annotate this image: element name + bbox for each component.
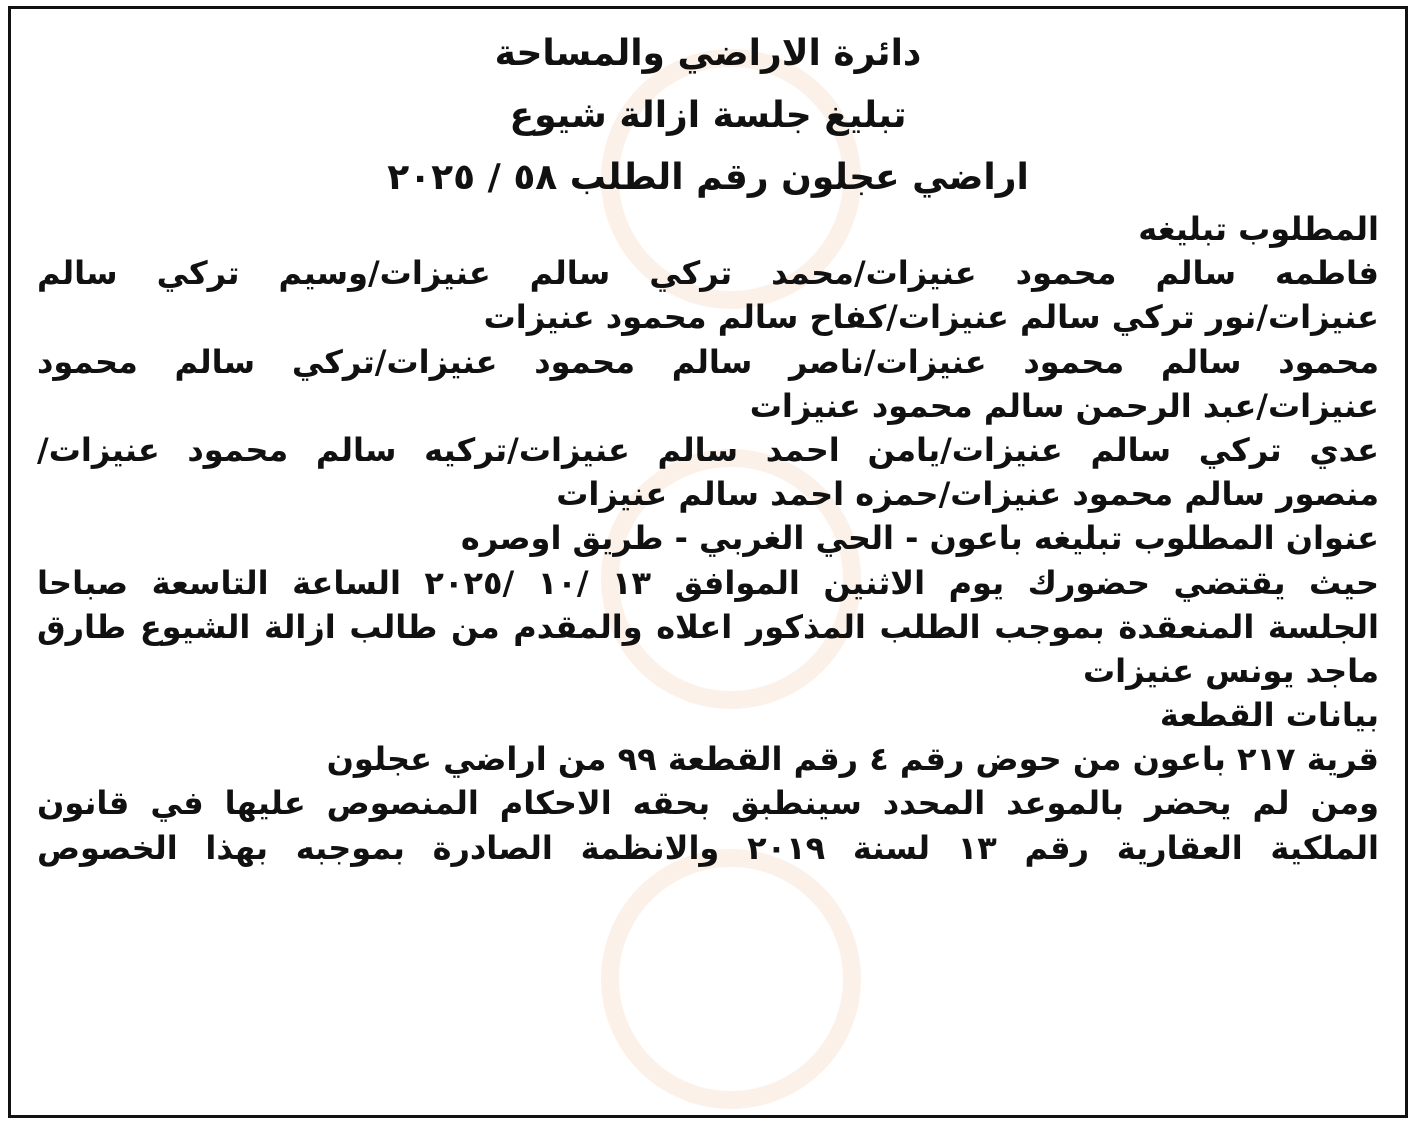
notice-line: المطلوب تبليغه xyxy=(1138,210,1379,248)
notice-line: ومن لم يحضر بالموعد المحدد سينطبق بحقه الاحكام المنصوص عليها في قانون xyxy=(37,784,1379,823)
notice-line: محمود سالم محمود عنيزات/ناصر سالم محمود عنيزات/تركي سالم محمود xyxy=(37,342,1379,381)
notice-line: الملكية العقارية رقم ١٣ لسنة ٢٠١٩ والانظمة الصادرة بموجبه بهذا الخصوص xyxy=(37,828,1379,867)
notice-line: قرية ٢١٧ باعون من حوض رقم ٤ رقم القطعة ٩٩ من اراضي عجلون xyxy=(326,740,1379,779)
notice-title: تبليغ جلسة ازالة شيوع xyxy=(509,95,907,136)
department-title: دائرة الاراضي والمساحة xyxy=(494,33,922,74)
notice-line: الجلسة المنعقدة بموجب الطلب المذكور اعلاه والمقدم من طالب ازالة الشيوع طارق xyxy=(37,607,1379,646)
notice-body xyxy=(37,209,1379,872)
notice-line: منصور سالم محمود عنيزات/حمزه احمد سالم عنيزات xyxy=(556,475,1379,514)
notice-line: حيث يقتضي حضورك يوم الاثنين الموافق ١٣ /١٠ /٢٠٢٥ الساعة التاسعة صباحا xyxy=(37,563,1379,602)
notice-line: عنيزات/عبد الرحمن سالم محمود عنيزات xyxy=(749,386,1379,425)
notice-line: عنوان المطلوب تبليغه باعون - الحي الغربي - طريق اوصره xyxy=(460,519,1379,558)
notice-line: عدي تركي سالم عنيزات/يامن احمد سالم عنيزات/تركيه سالم محمود عنيزات/ xyxy=(37,430,1379,469)
notice-frame xyxy=(8,6,1408,1118)
legal-notice xyxy=(11,9,1405,1115)
notice-line: عنيزات/نور تركي سالم عنيزات/كفاح سالم محمود عنيزات xyxy=(483,298,1379,337)
notice-line: بيانات القطعة xyxy=(1159,696,1379,735)
notice-line: ماجد يونس عنيزات xyxy=(1083,651,1379,690)
request-reference: اراضي عجلون رقم الطلب ٥٨ / ٢٠٢٥ xyxy=(387,157,1029,198)
notice-line: فاطمه سالم محمود عنيزات/محمد تركي سالم عنيزات/وسيم تركي سالم xyxy=(37,254,1379,293)
